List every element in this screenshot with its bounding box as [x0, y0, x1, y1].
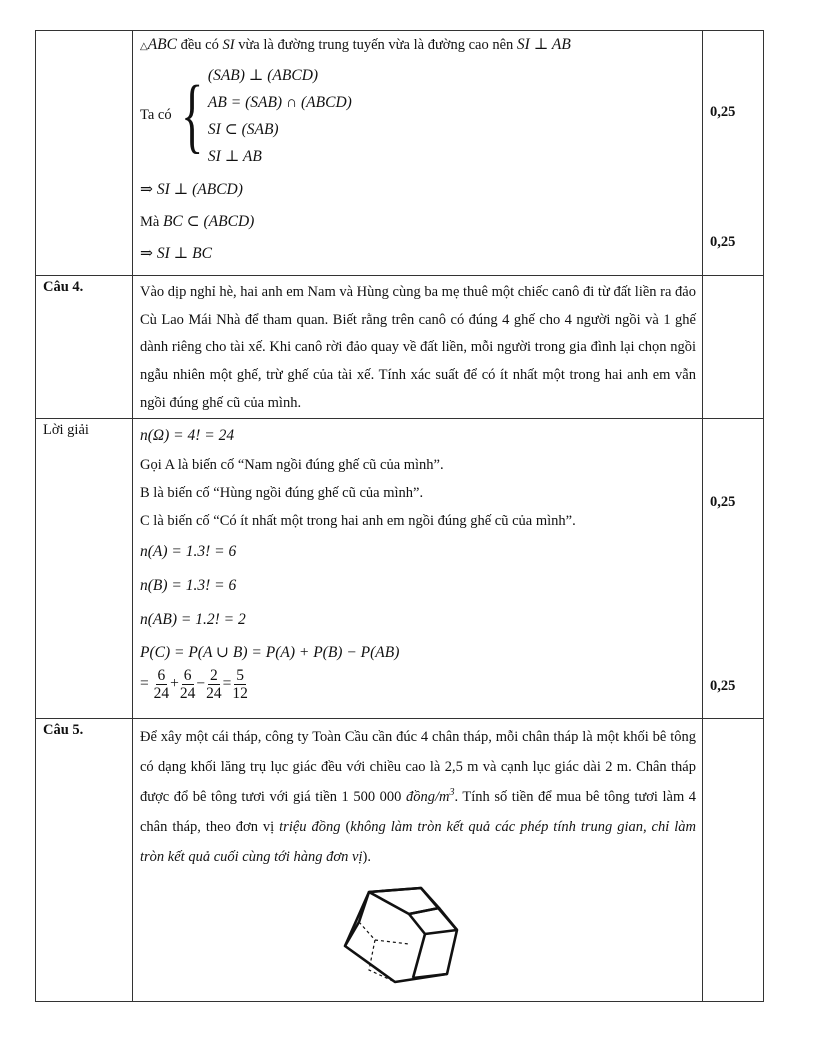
system-lines — [208, 62, 352, 170]
cau4-content — [133, 276, 703, 419]
price-unit-per: /m — [434, 788, 450, 805]
part3-content — [133, 31, 703, 276]
event-a: Gọi A là biến cố “Nam ngồi đúng ghế cũ của mình”. — [140, 456, 444, 473]
numerator: 6 — [157, 666, 166, 684]
p-c-formula: P(C) = P(A ∪ B) = P(A) + P(B) − P(AB) — [140, 643, 400, 661]
edge-value: 2 m — [605, 758, 629, 775]
implies-si-perp-abcd: ⇒ SI ⊥ (ABCD) — [140, 181, 243, 198]
condition-4: SI ⊥ AB — [207, 148, 262, 165]
condition-2: AB = (SAB) ∩ (ABCD) — [207, 94, 352, 111]
si-perp-ab: SI ⊥ AB — [516, 36, 571, 53]
solution-table — [35, 30, 764, 1002]
system-of-conditions — [140, 62, 696, 170]
minus-sign: − — [196, 674, 206, 692]
event-c: C là biến cố “Có ít nhất một trong hai anh em ngồi đúng ghế cũ của mình”. — [140, 512, 576, 529]
cau5-label-cell — [36, 718, 133, 1001]
denominator: 24 — [153, 684, 170, 702]
n-b: n(B) = 1.3! = 6 — [140, 576, 237, 594]
price-value: 1 500 000 — [341, 788, 402, 805]
score-2: 0,25 — [710, 677, 736, 694]
row-part3 — [36, 31, 764, 276]
text: ). — [362, 848, 371, 865]
loigiai-label: Lời giải — [43, 421, 89, 438]
n-ab: n(AB) = 1.2! = 2 — [140, 610, 246, 628]
price-unit: đồng — [405, 788, 435, 805]
numerator: 6 — [183, 666, 192, 684]
score-cell-cau4 — [703, 276, 764, 419]
text: đều có — [176, 37, 223, 53]
row-cau4 — [36, 276, 764, 419]
cau5-label: Câu 5. — [43, 721, 84, 738]
n-a: n(A) = 1.3! = 6 — [140, 542, 237, 560]
label-cell-empty — [36, 31, 133, 276]
condition-1: (SAB) ⊥ (ABCD) — [207, 67, 319, 84]
fraction-2 — [180, 667, 196, 702]
hidden-edge — [375, 940, 409, 944]
height-value: 2,5 m — [444, 758, 479, 775]
condition-3: SI ⊂ (SAB) — [207, 121, 279, 138]
text: Để xây một cái tháp, công ty Toàn Cầu cần đúc 4 chân tháp, mỗi chân tháp là một khối bê tông có dạng khối lăng trụ lục giác đều với chiều cao là — [140, 728, 696, 775]
edge — [425, 930, 457, 934]
loigiai-label-cell — [36, 418, 133, 718]
hexagonal-prism-figure — [339, 886, 479, 1001]
edge — [345, 922, 359, 946]
event-b: B là biến cố “Hùng ngồi đúng ghế cũ của mình”. — [140, 484, 424, 501]
numerator: 5 — [236, 666, 244, 684]
equals-sign: = — [222, 674, 232, 692]
score-cell-part3 — [703, 31, 764, 276]
fraction-result — [232, 667, 248, 702]
score-2: 0,25 — [710, 234, 736, 250]
edge — [413, 934, 425, 978]
implies-si-perp-bc: ⇒ SI ⊥ BC — [140, 245, 212, 263]
numerator: 2 — [210, 666, 218, 684]
denominator: 24 — [179, 684, 196, 702]
edge — [409, 914, 425, 934]
edge — [439, 908, 457, 930]
outer-outline — [345, 888, 457, 982]
cau5-content — [133, 718, 703, 1001]
fraction-1 — [154, 667, 170, 702]
rounding-note: không làm tròn kết quả các phép tính trung gian, chỉ làm tròn kết quả cuối cùng tới hàng đơn vị — [140, 818, 696, 865]
denominator: 12 — [232, 684, 248, 702]
row-cau5 — [36, 718, 764, 1001]
p-c-value — [140, 667, 696, 702]
bc-subset-abcd: BC ⊂ (ABCD) — [162, 212, 255, 230]
si-symbol: SI — [222, 37, 235, 53]
equals-sign: = — [140, 674, 149, 692]
text: . Chân tháp được đổ bê tông tươi với giá tiền — [140, 758, 696, 805]
cau4-label: Câu 4. — [43, 279, 84, 295]
score-cell-loigiai — [703, 418, 764, 718]
price-unit-exp: 3 — [449, 786, 455, 798]
loigiai-content — [133, 418, 703, 718]
text: ( — [340, 818, 351, 835]
cau4-text: Vào dịp nghỉ hè, hai anh em Nam và Hùng cùng ba mẹ thuê một chiếc canô đi từ đất liền ra đảo Cù Lao Mái Nhà để tham quan. Biết rằng trên canô có đúng 4 ghế cho 4 người ngồi và 1 ghế dành riêng cho tài xế. Khi canô rời đảo quay về đất liền, mỗi người trong gia đình lại chọn ngồi ngẫu nhiên một ghế, trừ ghế của tài xế. Tính xác suất để có ít nhất một trong hai anh em vẫn ngồi đúng ghế cũ của mình. — [140, 284, 696, 411]
unit-million: triệu đồng — [279, 818, 341, 835]
text: . Tính số tiền để mua bê tông tươi làm 4 chân tháp, theo đơn vị — [140, 788, 697, 835]
text: và cạnh lục giác dài — [478, 758, 606, 775]
hidden-edges — [359, 922, 395, 982]
n-omega: n(Ω) = 4! = 24 — [140, 426, 235, 444]
triangle-abc: ABC — [147, 36, 177, 53]
text: vừa là đường trung tuyến vừa là đường cao nên — [234, 37, 517, 53]
score-cell-cau5 — [703, 718, 764, 1001]
edge — [409, 908, 439, 914]
triangle-symbol: △ — [140, 41, 148, 52]
fraction-3 — [206, 667, 222, 702]
denominator: 24 — [206, 684, 222, 702]
taco-label: Ta có — [140, 107, 172, 124]
cau5-text — [140, 722, 696, 872]
prism-svg — [339, 886, 479, 1001]
edge — [359, 892, 369, 922]
row-loigiai — [36, 418, 764, 718]
left-brace: { — [180, 69, 203, 162]
ma-label: Mà — [140, 213, 160, 230]
cau4-label-cell — [36, 276, 133, 419]
score-1: 0,25 — [710, 493, 736, 510]
score-1: 0,25 — [710, 104, 736, 120]
plus-sign: + — [170, 674, 179, 692]
